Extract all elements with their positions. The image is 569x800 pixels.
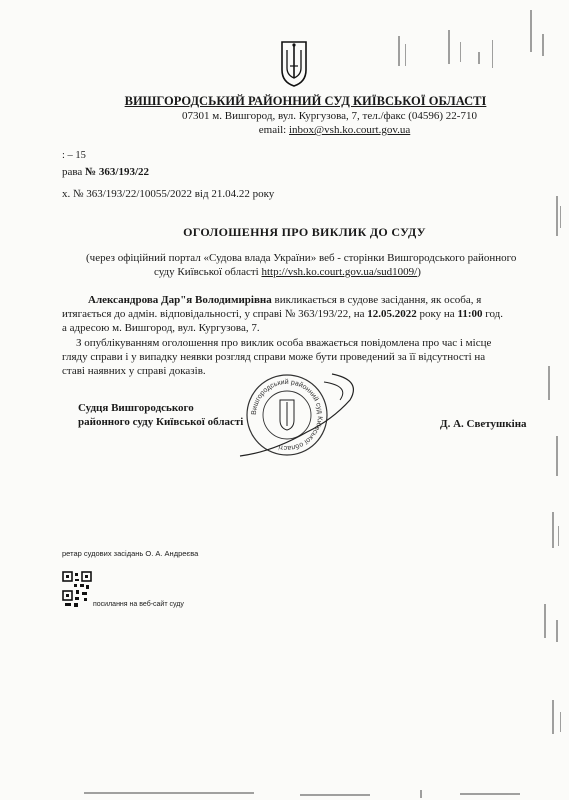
- para1-line-1: [88, 294, 481, 306]
- stamp-ring-text: Вишгородський районний суд Київської області: [250, 378, 324, 452]
- via-portal-line-2: [154, 266, 421, 278]
- email-link[interactable]: inbox@vsh.ko.court.gov.ua: [289, 124, 411, 136]
- para1-text-b: року на: [416, 308, 458, 320]
- case-number: № 363/193/22: [85, 166, 149, 178]
- para2-line-2: гляду справи і у випадку неявки розгляд справи може бути проведений за її відсутності на: [62, 351, 486, 363]
- ref-line-1: : – 15: [62, 150, 86, 161]
- para1-text-a: итягається до адмін. відповідальності, у справі № 363/193/22, на: [62, 308, 368, 320]
- secretary-line: ретар судових засідань О. А. Андреєва: [62, 549, 199, 558]
- court-address: 07301 м. Вишгород, вул. Кургузова, 7, тел./факс (04596) 22-710: [182, 110, 477, 122]
- court-site-link[interactable]: http://vsh.ko.court.gov.ua/sud1009/: [261, 266, 418, 278]
- email-label: email:: [258, 124, 289, 136]
- para1-rest: викликається в судове засідання, як особа, я: [271, 294, 482, 306]
- notice-title: ОГОЛОШЕННЯ ПРО ВИКЛИК ДО СУДУ: [183, 225, 426, 239]
- summoned-person: Александрова Дар"я Володимирівна: [88, 294, 272, 306]
- hearing-date: 12.05.2022: [367, 308, 417, 320]
- para1-line-3: а адресою м. Вишгород, вул. Кургузова, 7.: [62, 322, 260, 334]
- judge-title-line-1: Судця Вишгородського: [78, 402, 194, 414]
- para2-line-1: З опублікуванням оголошення про виклик особа вважається повідомлена про час і місце: [76, 337, 492, 349]
- judge-name: Д. А. Светушкіна: [440, 418, 527, 430]
- qr-caption: посилання на веб-сайт суду: [93, 601, 184, 608]
- court-email-line: [0, 124, 569, 136]
- para1-line-2: [62, 308, 503, 320]
- ref-line-2: [62, 166, 149, 178]
- hearing-time: 11:00: [457, 308, 483, 320]
- para2-line-3: ставі наявних у справі доказів.: [62, 365, 206, 377]
- qr-code-icon[interactable]: [62, 571, 92, 609]
- ref-prefix: рава: [62, 166, 86, 178]
- via-prefix: суду Київської області: [154, 266, 262, 278]
- coat-of-arms-icon: [280, 38, 308, 88]
- para1-text-c: год.: [482, 308, 504, 320]
- ref-line-3: х. № 363/193/22/10055/2022 від 21.04.22 року: [62, 188, 275, 200]
- court-title: ВИШГОРОДСЬКИЙ РАЙОННИЙ СУД КИЇВСЬКОЇ ОБЛАСТІ: [124, 94, 487, 108]
- court-stamp: [212, 360, 362, 470]
- via-suffix: ): [417, 266, 421, 278]
- judge-title-line-2: районного суду Київської області: [78, 416, 244, 428]
- via-portal-line-1: (через офіційний портал «Судова влада України» веб - сторінки Вишгородського районного: [86, 252, 517, 264]
